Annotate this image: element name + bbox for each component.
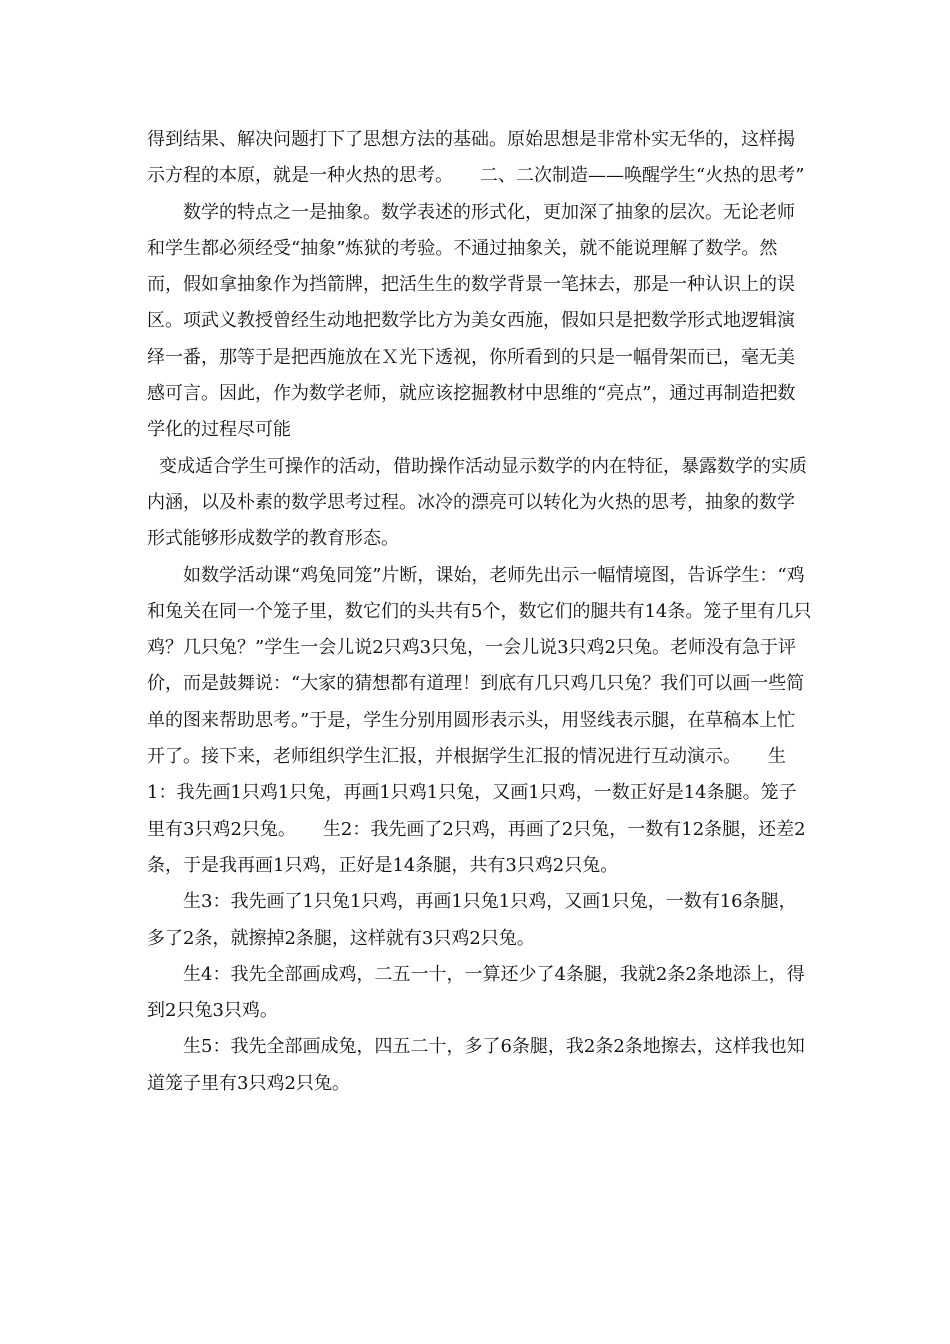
paragraph-5: 生3：我先画了1只兔1只鸡，再画1只兔1只鸡，又画1只兔，一数有16条腿，多了2条，就擦掉2条腿，这样就有3只鸡2只兔。 xyxy=(147,891,797,949)
paragraph-7: 生5：我先全部画成兔，四五二十，多了6条腿，我2条2条地擦去，这样我也知道笼子里有3只鸡2只兔。 xyxy=(147,1036,805,1094)
paragraph-3: 变成适合学生可操作的活动，借助操作活动显示数学的内在特征，暴露数学的实质内涵，以及朴素的数学思考过程。冰冷的漂亮可以转化为火热的思考，抽象的数学形式能够形成数学的教育形态。 xyxy=(147,455,807,550)
paragraph-2: 数学的特点之一是抽象。数学表述的形式化，更加深了抽象的层次。无论老师和学生都必须经受“抽象”炼狱的考验。不通过抽象关，就不能说理解了数学。然而，假如拿抽象作为挡箭牌，把活生生的数学背景一笔抹去，那是一种认识上的误区。项武义教授曾经生动地把数学比方为美女西施，假如只是把数学形式地逻辑演绎一番，那等于是把西施放在Ｘ光下透视，你所看到的只是一幅骨架而已，毫无美感可言。因此，作为数学老师，就应该挖掘教材中思维的“亮点”，通过再制造把数学化的过程尽可能 xyxy=(147,201,796,441)
document-body xyxy=(147,122,812,1102)
paragraph-6: 生4：我先全部画成鸡，二五一十，一算还少了4条腿，我就2条2条地添上，得到2只兔3只鸡。 xyxy=(147,963,805,1022)
paragraph-1: 得到结果、解决问题打下了思想方法的基础。原始思想是非常朴实无华的，这样揭示方程的本原，就是一种火热的思考。 二、二次制造——唤醒学生“火热的思考” xyxy=(147,129,805,187)
paragraph-4: 如数学活动课“鸡兔同笼”片断，课始，老师先出示一幅情境图，告诉学生：“鸡和兔关在同一个笼子里，数它们的头共有5个，数它们的腿共有14条。笼子里有几只鸡？几只兔？”学生一会儿说2只鸡3只兔，一会儿说3只鸡2只兔。老师没有急于评价，而是鼓舞说：“大家的猜想都有道理！到底有几只鸡几只兔？我们可以画一些简单的图来帮助思考。”于是，学生分别用圆形表示头，用竖线表示腿，在草稿本上忙开了。接下来，老师组织学生汇报，并根据学生汇报的情况进行互动演示。 生1：我先画1只鸡1只兔，再画1只鸡1只兔，又画1只鸡，一数正好是14条腿。笼子里有3只鸡2只兔。 生2：我先画了2只鸡，再画了2只兔，一数有12条腿，还差2条，于是我再画1只鸡，正好是14条腿，共有3只鸡2只兔。 xyxy=(147,564,812,876)
